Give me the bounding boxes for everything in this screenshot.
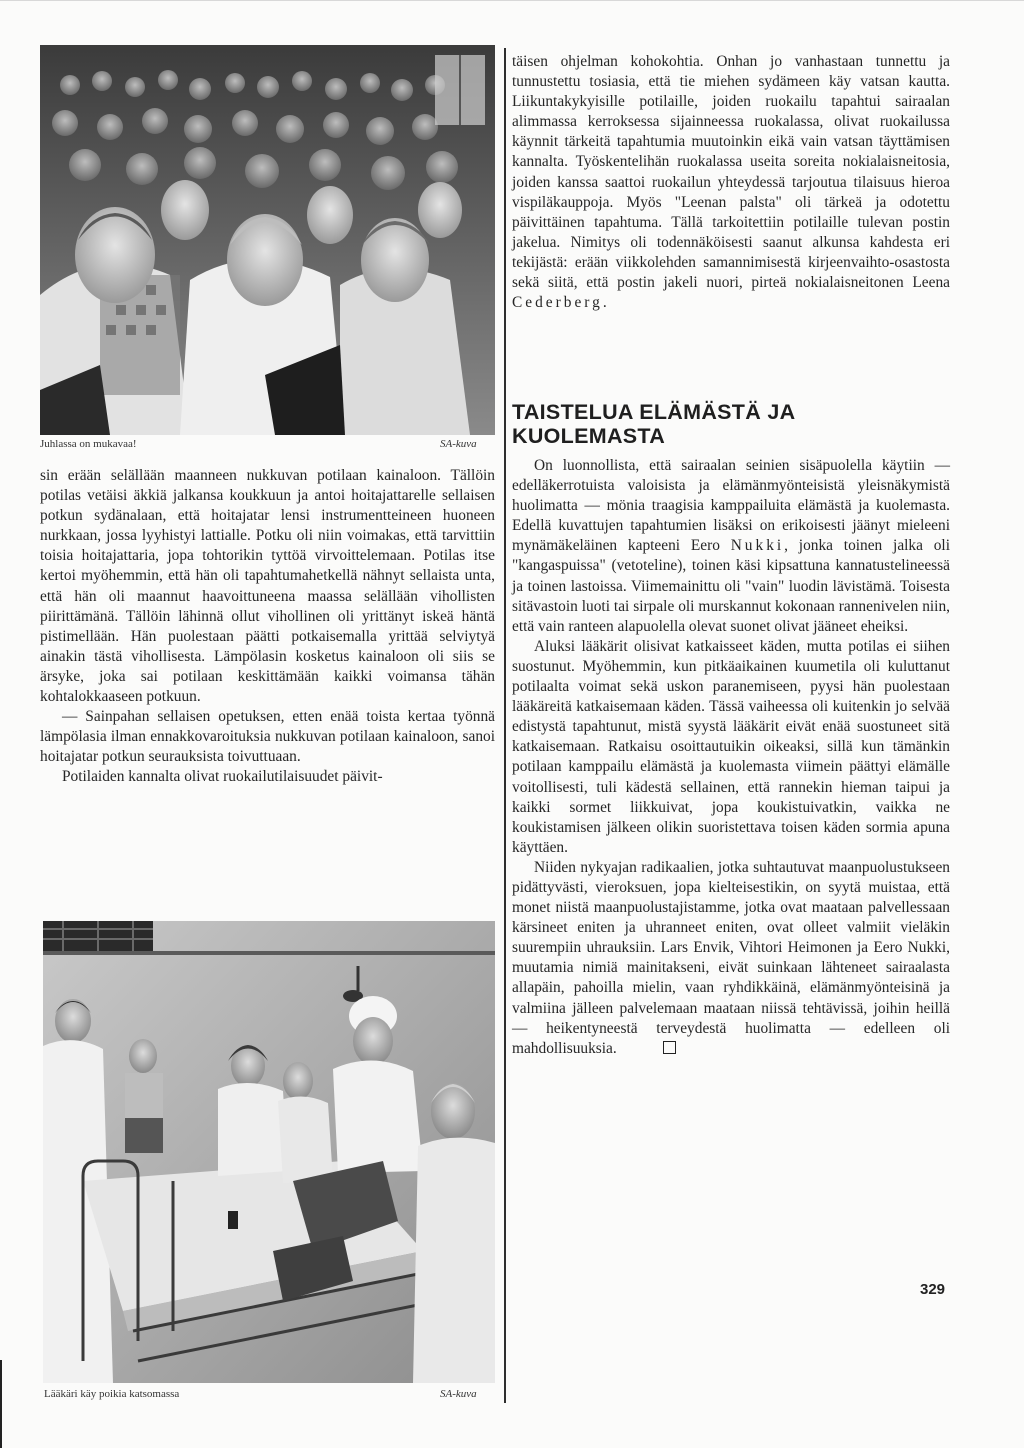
right-paragraph-2a-text: On luonnollista, että sairaalan seinien sisäpuolella käytiin — edelläkerrotuista valoisista ja elämänmyönteisistä yleisnäkymistä huolimatta — mönia traagisia kamppailuita elämästä ja kuolemasta. Edellä kuvattujen tapahtumien lisäksi on erikoisesti jäänyt mieleeni mynämäkeläinen kapteeni Eero — [512, 457, 950, 555]
scan-edge-mark — [0, 1360, 2, 1448]
photo2-credit: SA-kuva — [440, 1388, 477, 1400]
photo-celebration-audience — [40, 45, 495, 435]
left-paragraph-3: Potilaiden kannalta olivat ruokailutilaisuudet päivit- — [62, 768, 383, 786]
left-column-text — [40, 466, 495, 788]
section-heading-line-1: TAISTELUA ELÄMÄSTÄ JA — [512, 400, 796, 424]
end-of-article-square-icon — [663, 1041, 676, 1054]
right-paragraph-2b-text: , jonka toinen jalka oli "kangaspuissa" (vetoteline), toinen käsi kipsattuna kannatustelineessä ja toinen lastoissa. Viimemainittu oli "vain" luodin lävistämä. Toisesta sitävastoin luoti tai sirpale oli murskannut kokonaan rannenivelen niin, että vain ranteen alapuolella olevat suonet olivat jääneet eheiksi. — [512, 537, 950, 635]
section-heading — [512, 400, 952, 448]
right-paragraph-4 — [512, 858, 950, 1059]
photo1-credit: SA-kuva — [440, 438, 477, 450]
column-divider — [504, 48, 506, 1403]
left-paragraph-2: — Sainpahan sellaisen opetuksen, etten enää toista kertaa työnnä lämpölasia ilman ennakkovaroituksia nukkuvan potilaan kainaloon, sanoi hoitajatar potkun seurauksista toivuttuaan. — [40, 708, 495, 766]
name-nukki: Nukki — [730, 537, 785, 555]
top-edge-line — [0, 0, 1024, 1]
right-column-text-bottom — [512, 456, 950, 1059]
right-column-text-top — [512, 52, 950, 313]
right-paragraph-1-end: . — [602, 294, 607, 312]
right-paragraph-1 — [512, 52, 950, 313]
section-heading-line-2: KUOLEMASTA — [512, 424, 666, 448]
page-number: 329 — [920, 1281, 946, 1298]
right-paragraph-2 — [512, 456, 950, 637]
photo-doctor-visit — [43, 921, 495, 1383]
photo-celebration-image — [40, 45, 495, 435]
right-paragraph-3: Aluksi lääkärit olisivat katkaisseet käden, mutta potilas ei siihen suostunut. Myöhemmin, kun pitkäaikainen kuumetila oli kuluttanut potilaalta voimat sekä uskon paranemiseen, pyysi hän puolestaan lääkäreitä katkaisemaan käden. Tässä vaiheessa oli kuitenkin jo selvää edistystä tapahtunut, mistä syystä lääkärit eivät enää suostuneet sitä katkaisemaan. Ratkaisu osoittautuikin oikeaksi, sillä kun tämänkin potilaan kamppailu elämästä ja kuolemasta viimein päättyi elämälle voitollisesti, tuli kädestä sellainen, että rannekin hieman taipui ja kaikki sormet liikkuivat, jopa koukistuivatkin, vaikka ne koukistamisen jälkeen olikin suoristettava toisen käden sormia apuna käyttäen. — [512, 637, 950, 856]
photo-doctor-visit-image — [43, 921, 495, 1383]
photo2-caption: Lääkäri käy poikia katsomassa — [44, 1388, 180, 1400]
photo1-caption: Juhlassa on mukavaa! — [40, 438, 137, 450]
right-paragraph-4-text: Niiden nykyajan radikaalien, jotka suhtautuvat maanpuolustukseen pidättyvästi, vieroksuen, jopa kielteisestikin, on syytä muistaa, että monet niistä maanpuolustajistamme, jotka ovat maataan palvellessaan kärsineet eniten ja uhranneet eniten, ovat olleet valmiit vieläkin suurempiin uhrauksiin. Lars Envik, Vihtori Heimonen ja Eero Nukki, muutamia nimiä mainitakseni, eivät suinkaan lähteneet sairaalasta allapäin, pahoilla mielin, vaan ryhdikkäinä, elämänmyönteisinä ja valmiina jälleen palvelemaan maataan niissä tehtävissä, joihin heillä — heikentyneestä terveydestä huolimatta — edelleen oli mahdollisuuksia. — [512, 858, 950, 1057]
right-paragraph-1-text: täisen ohjelman kohokohtia. Onhan jo vanhastaan tunnettu ja tunnustettu tosiasia, että tie miehen sydämeen käy vatsan kautta. Liikuntakykyisille potilaille, joiden ruokailu tapahtui sairaalan alimmassa kerroksessa sijainneessa ruokalassa, olivat ruokailussa käynnit tärkeitä tapahtumia muutoinkin eikä vain vatsan täyttämisen kannalta. Työskentelihän ruokalassa useita soreita nokialaisneitosia, joiden kanssa saattoi ruokailun yhteydessä tarjoutua tilaisuus hieroa vispiläkauppoja. Myös "Leenan palsta" oli tärkeä ja odotettu päivittäinen tapahtuma. Tällä tarkoitettiin potilaille tulevan postin jakelua. Nimitys oli todennäköisesti saanut alkunsa kahdesta eri tekijästä: erään viikkolehden samannimisestä kirjeenvaihto-osastosta sekä siitä, että postin jakeli nuori, pirteä nokialaisneitonen Leena — [512, 53, 950, 292]
left-paragraph-1: sin erään selällään maanneen nukkuvan potilaan kainaloon. Tällöin potilas vetäisi äkkiä jalkansa koukkuun ja antoi hoitajattarelle sellaisen potkun sydänalaan, että hoitajatar lensi instrumentteineen huoneen nurkkaan, jossa lyyhistyi lattialle. Potku oli niin voimakas, että tarvittiin toisia hoitajattaria, jopa tohtorikin tyttöä virvoittelemaan. Potilas itse kertoi myöhemmin, että hän oli tapahtumahetkellä nähnyt sellaista unta, että hän oli maannut haavoittuneena maassa selällään vihollisten piirittämänä. Tällöin lähinnä ollut vihollinen oli yrittänyt iskeä häntä pistimellään. Hän puolestaan päätti potkaisemalla yrittää selviytyä ainakin tästä vihollisesta. Lämpölasin kosketus kainaloon oli siis se ärsyke, joka sai potilaan keskittämään kaikki voimansa tähän kohtalokkaaseen potkuun. — [40, 467, 495, 706]
name-cederberg: Cederberg — [512, 294, 603, 312]
